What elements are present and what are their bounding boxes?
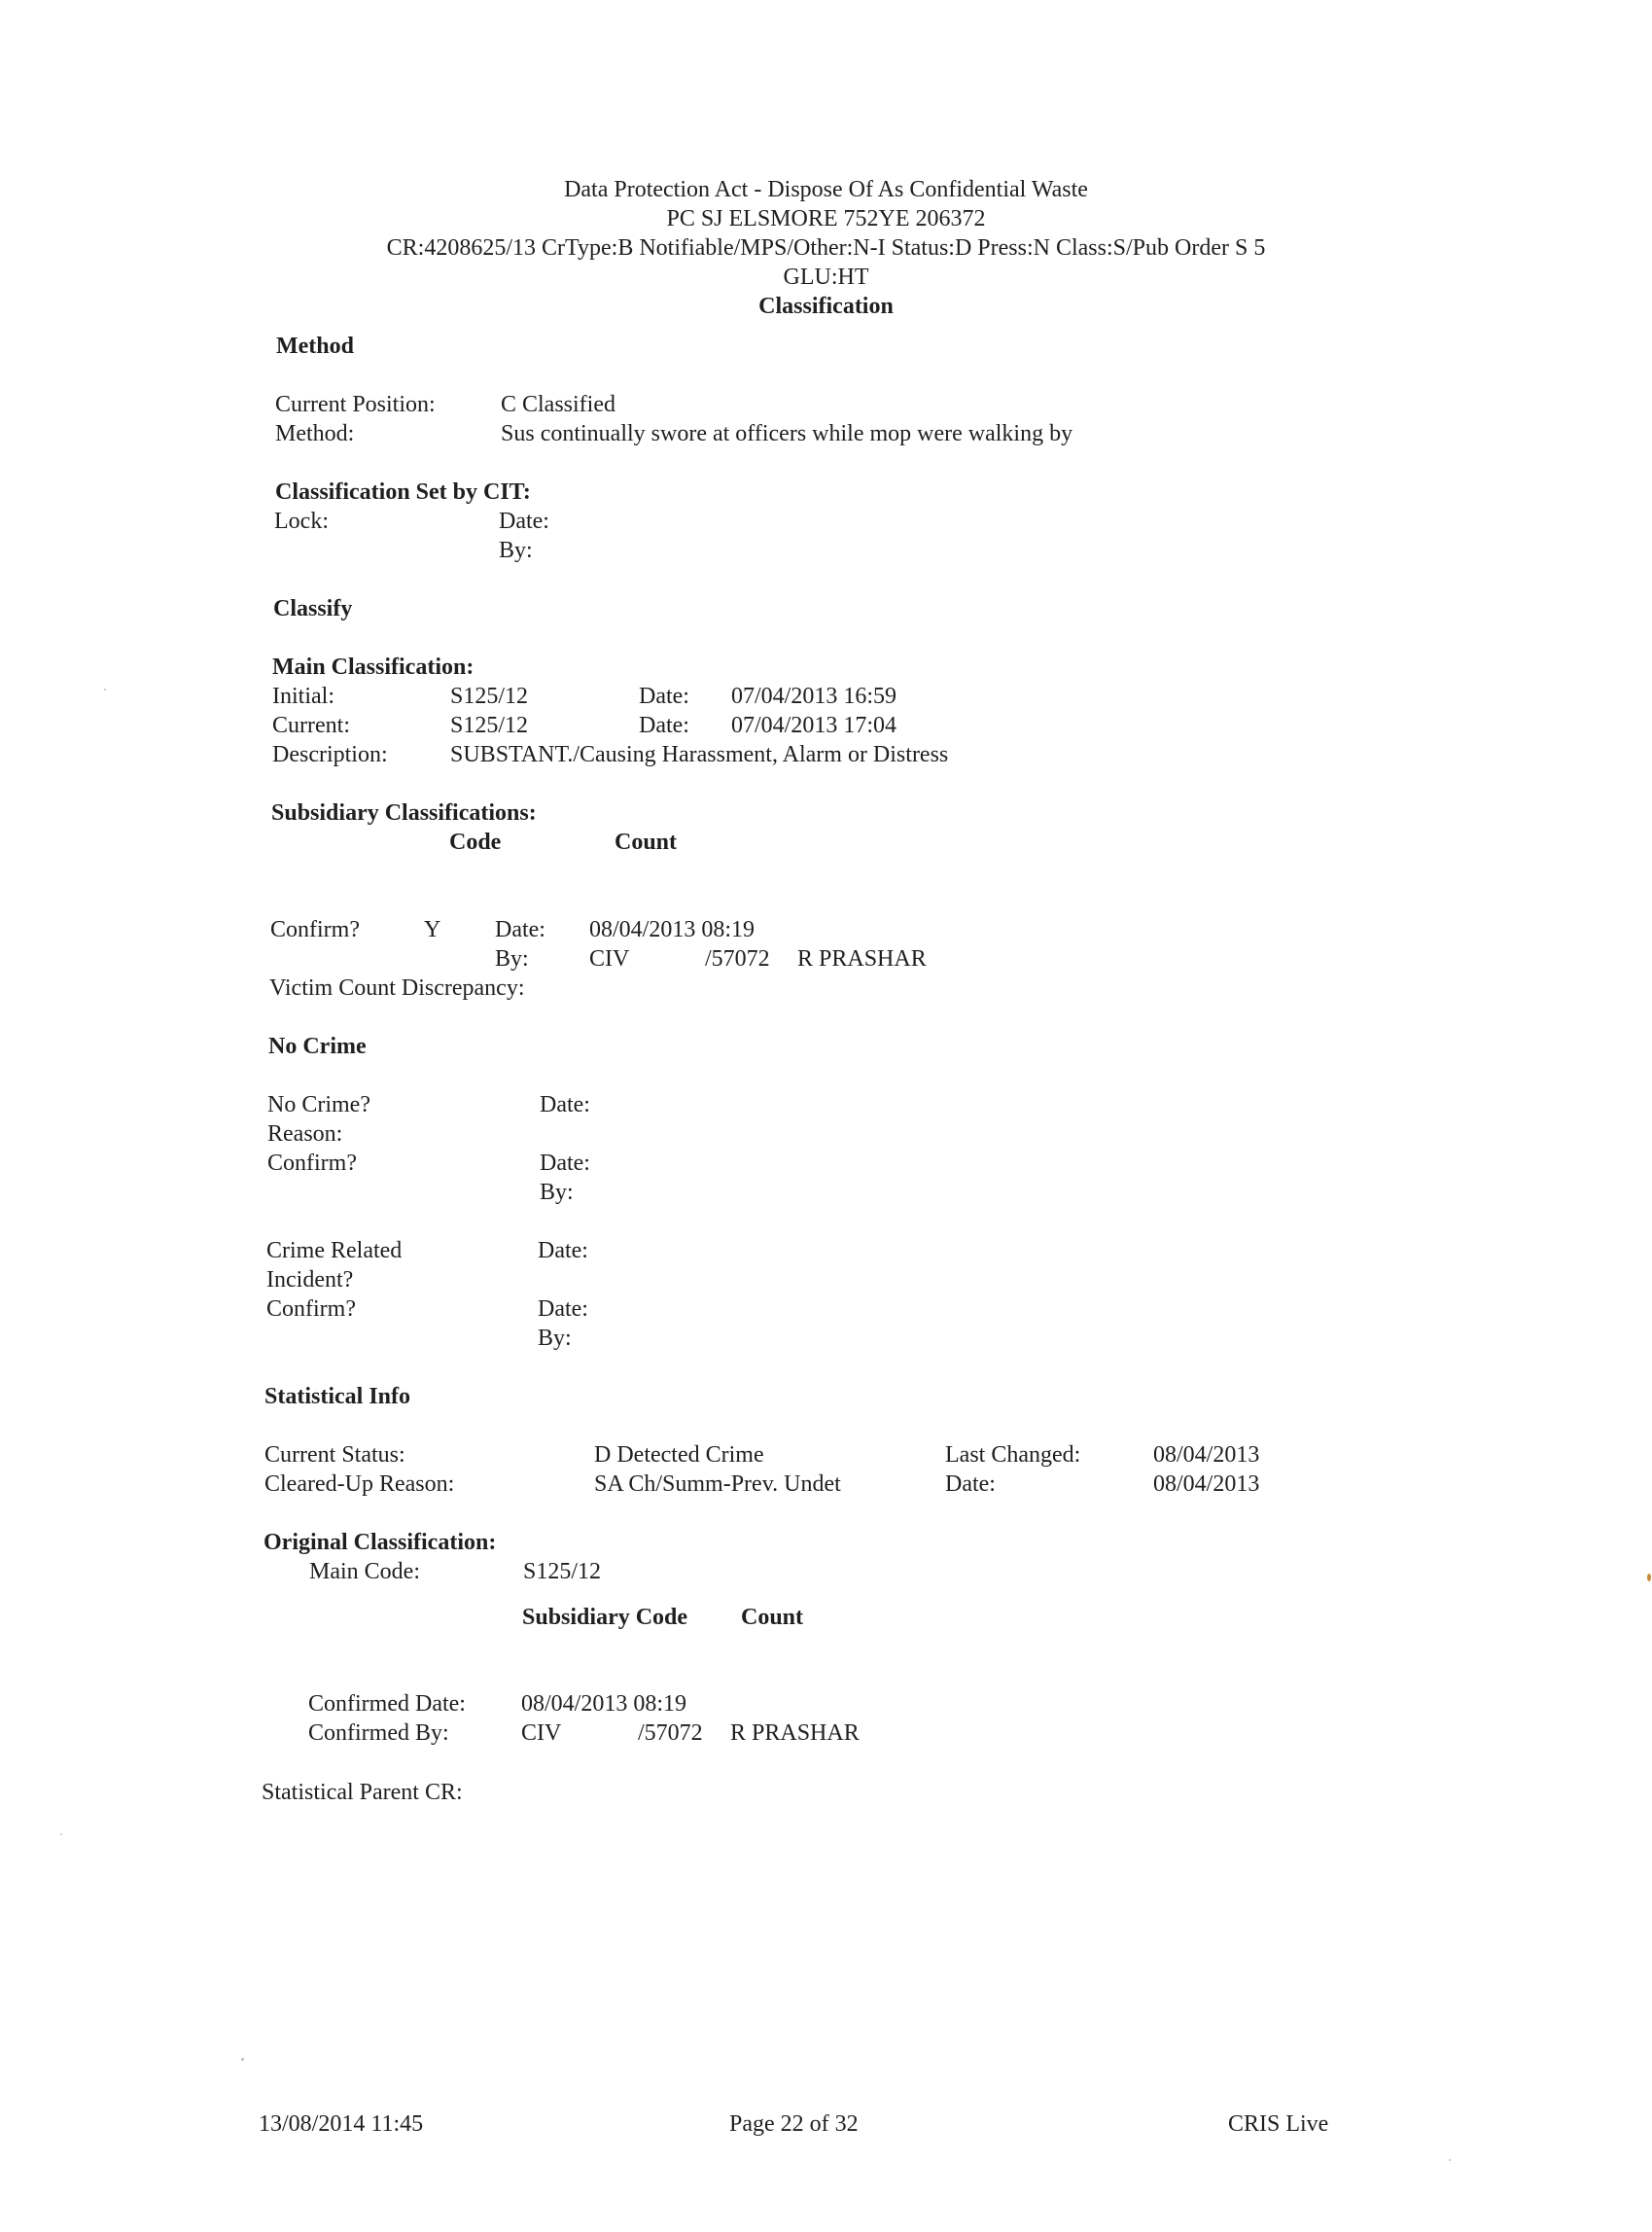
description-value: SUBSTANT./Causing Harassment, Alarm or Distress [450,742,949,767]
no-crime-date-label: Date: [540,1092,590,1117]
method-label: Method: [275,421,355,446]
scan-speck [241,2058,244,2061]
statistical-date-label: Date: [945,1471,996,1497]
original-classification-heading: Original Classification: [264,1530,497,1555]
confirmed-by-id: /57072 [638,1720,703,1746]
no-crime-by-label: By: [540,1180,574,1205]
initial-label: Initial: [272,684,334,709]
cleared-up-label: Cleared-Up Reason: [264,1471,455,1497]
header-line-1: Data Protection Act - Dispose Of As Confidential Waste [564,177,1088,202]
classify-heading: Classify [273,596,353,621]
subsidiary-heading: Subsidiary Classifications: [271,800,537,826]
confirm-by-unit: CIV [589,946,630,972]
no-crime-reason-label: Reason: [267,1121,343,1147]
statistical-parent-cr-label: Statistical Parent CR: [262,1780,463,1805]
current-status-value: D Detected Crime [594,1442,764,1468]
footer-timestamp: 13/08/2014 11:45 [259,2111,424,2137]
no-crime-label: No Crime? [267,1092,370,1117]
current-date-label: Date: [639,713,689,738]
no-crime-heading: No Crime [268,1034,367,1059]
incident-label: Incident? [266,1267,354,1293]
method-value: Sus continually swore at officers while mop were walking by [501,421,1073,446]
cit-date-label: Date: [499,509,549,534]
footer-system-name: CRIS Live [1228,2111,1329,2137]
confirmed-date-label: Confirmed Date: [308,1691,466,1717]
initial-code: S125/12 [450,684,529,709]
scan-speck [1449,2159,1451,2161]
current-position-value: C Classified [501,392,615,417]
main-code-value: S125/12 [523,1559,602,1584]
current-position-label: Current Position: [275,392,436,417]
scan-speck [1647,1574,1651,1581]
victim-count-label: Victim Count Discrepancy: [269,975,525,1001]
header-line-4: GLU:HT [783,265,869,290]
confirmed-by-label: Confirmed By: [308,1720,449,1746]
crime-related-date-label: Date: [538,1238,588,1263]
description-label: Description: [272,742,388,767]
subsidiary-count-header: Count [615,830,678,855]
confirm-by-name: R PRASHAR [797,946,927,972]
crime-related-label: Crime Related [266,1238,403,1263]
confirm-date: 08/04/2013 08:19 [589,917,756,942]
current-status-label: Current Status: [264,1442,405,1468]
header-line-2: PC SJ ELSMORE 752YE 206372 [666,206,986,231]
current-date: 07/04/2013 17:04 [731,713,897,738]
subsidiary-code-header: Code [449,830,502,855]
confirmed-date-value: 08/04/2013 08:19 [521,1691,687,1717]
footer-page-number: Page 22 of 32 [729,2111,859,2137]
last-changed-value: 08/04/2013 [1153,1442,1260,1468]
cit-by-label: By: [499,538,533,563]
statistical-heading: Statistical Info [264,1384,410,1409]
initial-date: 07/04/2013 16:59 [731,684,897,709]
confirm-value: Y [424,917,441,942]
current-label: Current: [272,713,350,738]
crime-related-by-label: By: [538,1326,572,1351]
scan-speck [104,689,106,691]
no-crime-confirm-date-label: Date: [540,1151,590,1176]
main-classification-heading: Main Classification: [272,655,475,680]
main-code-label: Main Code: [309,1559,420,1584]
header-line-3: CR:4208625/13 CrType:B Notifiable/MPS/Other:N-I Status:D Press:N Class:S/Pub Order S 5 [386,235,1266,261]
cit-heading: Classification Set by CIT: [275,479,531,505]
cit-lock-label: Lock: [274,509,329,534]
confirmed-by-unit: CIV [521,1720,562,1746]
original-count-header: Count [741,1605,804,1630]
cleared-up-value: SA Ch/Summ-Prev. Undet [594,1471,841,1497]
original-subsidiary-code-header: Subsidiary Code [522,1605,688,1630]
statistical-date-value: 08/04/2013 [1153,1471,1260,1497]
confirm-by-id: /57072 [705,946,770,972]
crime-related-confirm-date-label: Date: [538,1296,588,1322]
scan-speck [60,1833,62,1835]
crime-related-confirm-label: Confirm? [266,1296,356,1322]
page-title: Classification [758,294,894,319]
confirm-label: Confirm? [270,917,360,942]
no-crime-confirm-label: Confirm? [267,1151,357,1176]
current-code: S125/12 [450,713,529,738]
last-changed-label: Last Changed: [945,1442,1081,1468]
initial-date-label: Date: [639,684,689,709]
confirmed-by-name: R PRASHAR [730,1720,860,1746]
method-heading: Method [276,334,354,359]
confirm-date-label: Date: [495,917,545,942]
confirm-by-label: By: [495,946,529,972]
